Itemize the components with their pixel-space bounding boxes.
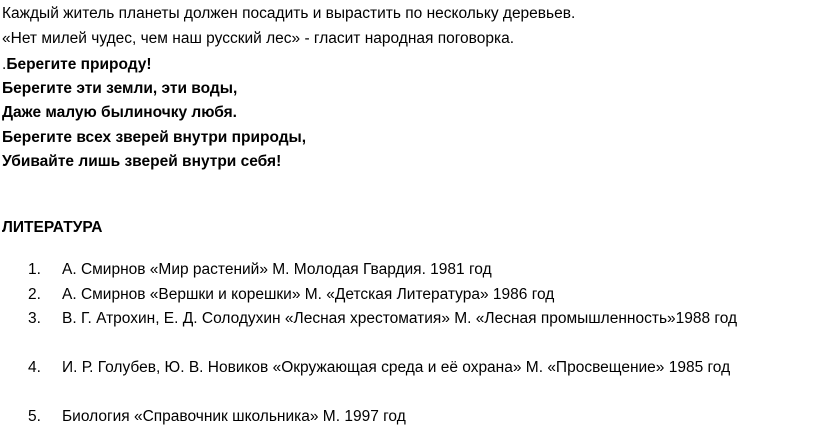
reference-number: 1. [28,261,41,278]
reference-number: 4. [28,359,41,376]
reference-number: 2. [28,286,41,303]
reference-text: А. Смирнов «Мир растений» М. Молодая Гвардия. 1981 год [62,261,492,278]
reference-number: 5. [28,408,41,425]
literature-heading: ЛИТЕРАТУРА [2,219,103,236]
intro-line-2: «Нет милей чудес, чем наш русский лес» - гласит народная поговорка. [2,30,515,47]
reference-number: 3. [28,310,41,327]
reference-text: И. Р. Голубев, Ю. В. Новиков «Окружающая среда и её охрана» М. «Просвещение» 1985 год [62,359,731,376]
poem-line-4: Берегите всех зверей внутри природы, [2,129,307,146]
poem-title: Берегите природу! [6,56,152,73]
reference-item [28,283,808,307]
poem-line-1 [2,55,152,75]
poem-line-2: Берегите эти земли, эти воды, [2,80,238,97]
reference-item [28,405,808,429]
reference-item [28,258,808,282]
reference-text: В. Г. Атрохин, Е. Д. Солодухин «Лесная хрестоматия» М. «Лесная промышленность»1988 год [62,310,738,327]
poem-lead-dot: . [2,56,7,73]
reference-text: А. Смирнов «Вершки и корешки» М. «Детская Литература» 1986 год [62,286,555,303]
reference-item [28,356,808,404]
poem-line-3: Даже малую былиночку любя. [2,104,237,121]
reference-text: Биология «Справочник школьника» М. 1997 год [62,408,406,425]
poem-line-5: Убивайте лишь зверей внутри себя! [2,153,282,170]
intro-line-1: Каждый житель планеты должен посадить и вырастить по нескольку деревьев. [2,5,576,22]
reference-item [28,307,808,355]
